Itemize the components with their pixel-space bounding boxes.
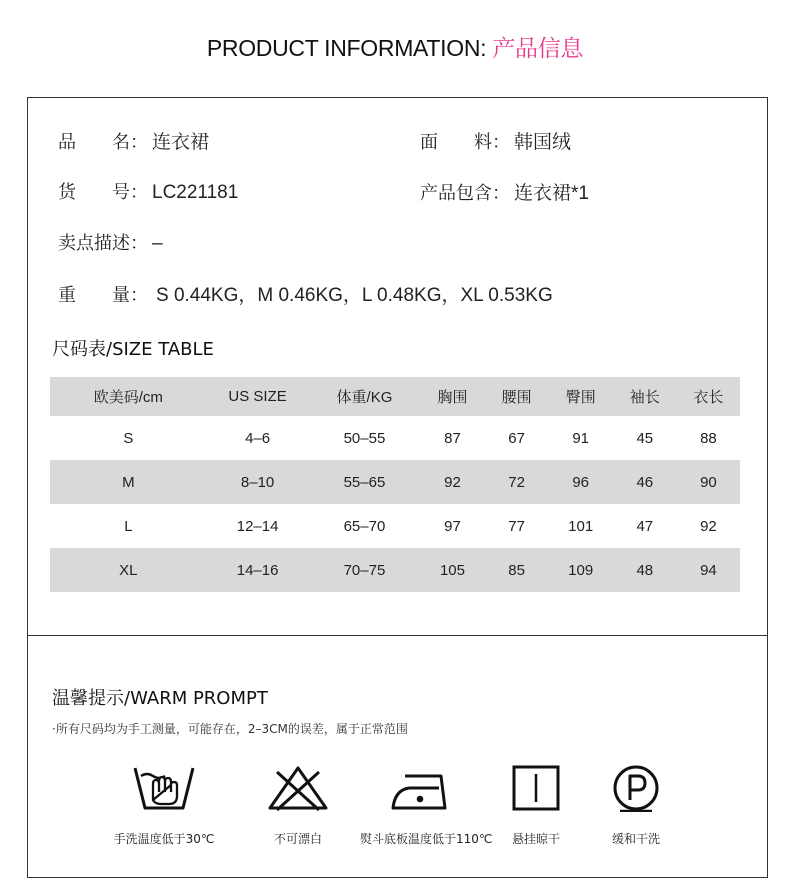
table-cell: 46 [613, 460, 677, 504]
care-item-iron-low [360, 764, 493, 847]
info-selling-row [58, 229, 163, 255]
table-cell: 91 [572, 429, 590, 447]
table-cell: 55–65 [308, 460, 420, 504]
care-label: 不可漂白 [273, 832, 322, 846]
table-cell: 14–16 [207, 548, 309, 592]
table-row [50, 504, 740, 548]
header-cell: 胸围 [420, 377, 484, 416]
info-package-row [420, 178, 589, 205]
table-cell: 72 [485, 460, 549, 504]
care-item-hand-wash [104, 764, 224, 847]
table-cell: 97 [444, 517, 461, 535]
info-weight-row [58, 280, 553, 307]
table-row [50, 548, 740, 592]
info-name-row [58, 127, 209, 154]
table-cell: 109 [549, 548, 613, 592]
care-label: 手洗温度低于30℃ [113, 832, 215, 846]
table-cell: 8–10 [207, 460, 309, 504]
table-cell: S [123, 429, 134, 447]
table-cell: 88 [700, 429, 717, 447]
weight-value: S 0.44KG，M 0.46KG，L 0.48KG，XL 0.53KG [156, 285, 553, 306]
header-cell: 体重/KG [308, 377, 420, 416]
table-cell: 4–6 [245, 429, 271, 447]
page-title [0, 30, 790, 63]
table-cell: 77 [508, 517, 525, 535]
care-label: 熨斗底板温度低于110℃ [360, 832, 493, 846]
iron-low-icon [389, 764, 451, 812]
line-dry-icon [505, 764, 567, 812]
table-cell: 101 [568, 517, 594, 535]
size-table-title [52, 335, 214, 361]
care-label: 悬挂晾干 [511, 832, 560, 846]
header-cell: US SIZE [207, 377, 309, 416]
no-bleach-icon [267, 764, 329, 812]
header-cell: 袖长 [613, 377, 677, 416]
table-cell: 45 [636, 429, 654, 447]
warm-prompt-title [52, 684, 268, 710]
measurement-note: ·所有尺码均为手工测量，可能存在，2–3CM的误差，属于正常范围 [52, 722, 408, 736]
size-table [50, 377, 740, 592]
header-cell: 欧美码/cm [50, 377, 207, 416]
fabric-label: 面 料： [420, 132, 510, 153]
weight-label: 重 量： [58, 285, 148, 306]
title-chinese: 产品信息 [492, 36, 584, 62]
table-cell: 48 [613, 548, 677, 592]
table-cell: 85 [485, 548, 549, 592]
table-cell: 47 [636, 517, 654, 535]
table-cell: 96 [549, 460, 613, 504]
table-row [50, 460, 740, 504]
hand-wash-icon [133, 764, 195, 812]
table-cell: 87 [444, 429, 461, 447]
title-english: PRODUCT INFORMATION: [206, 35, 493, 61]
care-item-no-bleach [238, 764, 358, 847]
header-cell: 臀围 [549, 377, 613, 416]
table-cell: 92 [700, 517, 717, 535]
table-row [50, 416, 740, 460]
fabric-value: 韩国绒 [514, 132, 572, 153]
name-label: 品 名： [58, 132, 148, 153]
dry-clean-p-icon [605, 764, 667, 812]
info-fabric-row [420, 127, 571, 154]
table-cell: 94 [677, 548, 740, 592]
table-cell: 50–55 [343, 429, 386, 447]
care-item-dry-clean [576, 764, 696, 847]
package-value: 连衣裙*1 [514, 183, 589, 204]
table-cell: L [124, 517, 133, 535]
table-cell: 65–70 [343, 517, 386, 535]
package-label: 产品包含： [420, 183, 510, 204]
table-cell: 12–14 [236, 517, 279, 535]
table-cell: 105 [420, 548, 484, 592]
table-cell: XL [50, 548, 207, 592]
section-divider [27, 635, 768, 636]
selling-label: 卖点描述： [58, 233, 148, 254]
care-label: 缓和干洗 [611, 832, 660, 846]
header-cell: 腰围 [485, 377, 549, 416]
sku-value: LC221181 [152, 182, 239, 203]
size-table-title-text: 尺码表/SIZE TABLE [52, 339, 214, 360]
header-cell: 衣长 [677, 377, 740, 416]
table-cell: 67 [508, 429, 525, 447]
size-table-header [50, 377, 740, 416]
name-value: 连衣裙 [152, 132, 210, 153]
selling-value: – [152, 233, 163, 254]
sku-label: 货 号： [58, 182, 148, 203]
table-cell: 92 [420, 460, 484, 504]
warm-prompt-title-text: 温馨提示/WARM PROMPT [52, 688, 268, 709]
table-cell: M [50, 460, 207, 504]
table-cell: 90 [677, 460, 740, 504]
table-cell: 70–75 [308, 548, 420, 592]
info-sku-row [58, 178, 238, 204]
